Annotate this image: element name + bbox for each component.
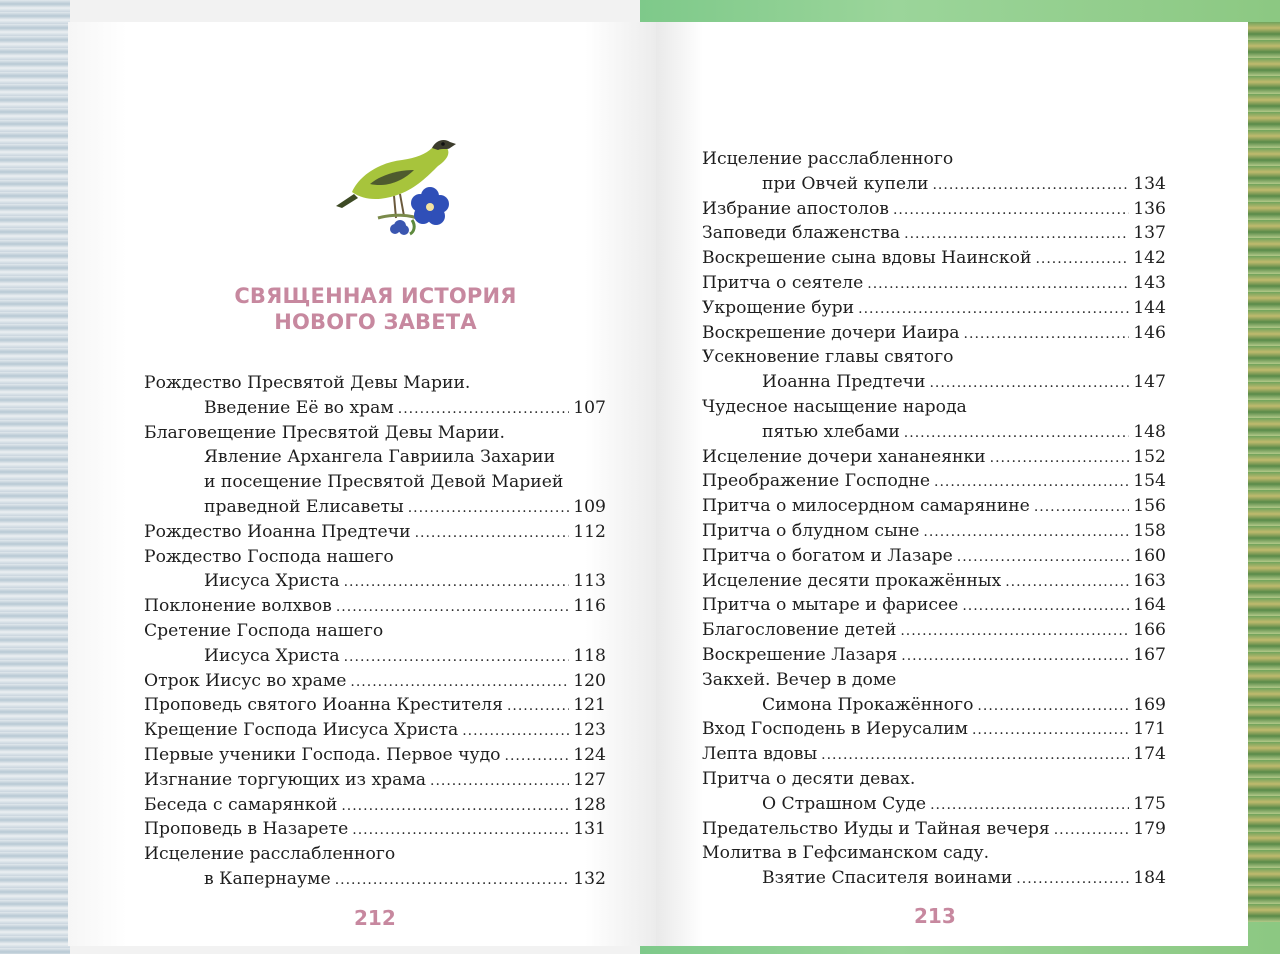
toc-entry-page: 107 xyxy=(573,397,606,418)
toc-dot-leader xyxy=(415,521,570,545)
toc-dot-leader xyxy=(900,619,1129,643)
toc-entry xyxy=(144,396,606,421)
bird-on-flower-illustration xyxy=(330,114,470,239)
toc-dot-leader xyxy=(867,272,1129,296)
toc-dot-leader xyxy=(904,222,1129,246)
toc-entry xyxy=(144,768,606,793)
toc-entry xyxy=(702,296,1166,321)
toc-entry-title: Притча о блудном сыне xyxy=(702,520,920,541)
toc-entry xyxy=(702,345,1166,370)
toc-entry-page: 154 xyxy=(1133,471,1166,492)
toc-entry-title: при Овчей купели xyxy=(762,173,929,194)
toc-entry xyxy=(702,717,1166,742)
toc-entry-title: Проповедь святого Иоанна Крестителя xyxy=(144,695,503,716)
toc-entry-title: Молитва в Гефсиманском саду. xyxy=(702,843,990,864)
toc-dot-leader xyxy=(1016,867,1129,891)
toc-dot-leader xyxy=(934,470,1129,494)
toc-entry xyxy=(144,817,606,842)
toc-entry-page: 137 xyxy=(1133,223,1166,244)
toc-entry-page: 124 xyxy=(573,744,606,765)
toc-entry-page: 164 xyxy=(1133,595,1166,616)
toc-dot-leader xyxy=(507,694,569,718)
toc-dot-leader xyxy=(957,545,1129,569)
toc-entry-page: 142 xyxy=(1133,248,1166,269)
toc-entry xyxy=(144,644,606,669)
toc-entry-title: Иисуса Христа xyxy=(204,645,340,666)
toc-dot-leader xyxy=(893,198,1129,222)
toc-entry-title: Притча о мытаре и фарисее xyxy=(702,595,959,616)
toc-entry xyxy=(144,545,606,570)
toc-entry xyxy=(702,420,1166,445)
toc-entry-page: 144 xyxy=(1133,297,1166,318)
toc-entry-page: 171 xyxy=(1133,719,1166,740)
toc-entry xyxy=(702,817,1166,842)
toc-entry-page: 132 xyxy=(573,868,606,889)
toc-entry xyxy=(144,371,606,396)
toc-dot-leader xyxy=(408,496,570,520)
toc-entry xyxy=(144,743,606,768)
toc-dot-leader xyxy=(977,694,1129,718)
toc-entry-page: 174 xyxy=(1133,744,1166,765)
right-page xyxy=(656,22,1248,946)
toc-entry xyxy=(702,445,1166,470)
toc-entry-title: Укрощение бури xyxy=(702,297,855,318)
toc-entry-page: 148 xyxy=(1133,421,1166,442)
toc-entry-title: Воскрешение сына вдовы Наинской xyxy=(702,248,1032,269)
toc-dot-leader xyxy=(962,594,1129,618)
toc-entry-page: 179 xyxy=(1133,818,1166,839)
toc-entry xyxy=(144,669,606,694)
toc-dot-leader xyxy=(350,670,569,694)
toc-entry-page: 167 xyxy=(1133,644,1166,665)
toc-entry-title: Рождество Господа нашего xyxy=(144,546,394,567)
toc-entry-title: Воскрешение Лазаря xyxy=(702,644,898,665)
toc-entry xyxy=(702,197,1166,222)
toc-entry xyxy=(702,147,1166,172)
toc-entry-page: 147 xyxy=(1133,372,1166,393)
toc-entry-title: Вход Господень в Иерусалим xyxy=(702,719,968,740)
toc-dot-leader xyxy=(990,446,1130,470)
toc-entry xyxy=(702,246,1166,271)
toc-dot-leader xyxy=(904,421,1129,445)
toc-entry-page: 146 xyxy=(1133,322,1166,343)
toc-entry-page: 113 xyxy=(573,571,606,592)
toc-entry xyxy=(144,842,606,867)
toc-entry-title: Рождество Иоанна Предтечи xyxy=(144,521,411,542)
toc-entry xyxy=(702,172,1166,197)
toc-entry-title: Лепта вдовы xyxy=(702,744,818,765)
toc-entry-title: Предательство Иуды и Тайная вечеря xyxy=(702,818,1050,839)
toc-entry-page: 184 xyxy=(1133,868,1166,889)
toc-entry-page: 143 xyxy=(1133,272,1166,293)
toc-entry-page: 169 xyxy=(1133,694,1166,715)
toc-dot-leader xyxy=(930,793,1129,817)
toc-entry xyxy=(144,445,606,470)
toc-entry-page: 118 xyxy=(573,645,606,666)
toc-entry-title: Явление Архангела Гавриила Захарии xyxy=(204,447,556,468)
toc-dot-leader xyxy=(972,718,1129,742)
toc-dot-leader xyxy=(352,818,569,842)
toc-entry-title: Исцеление расслабленного xyxy=(144,844,396,865)
toc-entry-title: Иоанна Предтечи xyxy=(762,372,926,393)
toc-entry-title: Преображение Господне xyxy=(702,471,931,492)
toc-dot-leader xyxy=(964,322,1130,346)
toc-dot-leader xyxy=(901,644,1129,668)
toc-entry-title: праведной Елисаветы xyxy=(204,496,404,517)
toc-entry-title: и посещение Пресвятой Девой Марией xyxy=(204,472,564,493)
toc-entry xyxy=(144,421,606,446)
toc-entry-page: 134 xyxy=(1133,173,1166,194)
toc-entry-page: 156 xyxy=(1133,496,1166,517)
toc-entry-title: Введение Её во храм xyxy=(204,397,394,418)
toc-entry xyxy=(702,792,1166,817)
section-title-line-1: СВЯЩЕННАЯ ИСТОРИЯ xyxy=(234,284,517,308)
toc-entry-title: Беседа с самарянкой xyxy=(144,794,338,815)
toc-dot-leader xyxy=(858,297,1129,321)
toc-entry xyxy=(702,593,1166,618)
toc-entry-title: Благословение детей xyxy=(702,620,897,641)
page-number-left: 212 xyxy=(354,906,396,930)
toc-entry xyxy=(702,643,1166,668)
toc-entry-title: Усекновение главы святого xyxy=(702,347,954,368)
toc-entry-title: Иисуса Христа xyxy=(204,571,340,592)
toc-entry-page: 166 xyxy=(1133,620,1166,641)
toc-entry xyxy=(144,718,606,743)
toc-entry-page: 123 xyxy=(573,720,606,741)
toc-entry xyxy=(702,569,1166,594)
toc-dot-leader xyxy=(335,868,570,892)
toc-entry-title: Закхей. Вечер в доме xyxy=(702,669,897,690)
toc-entry-title: Притча о сеятеле xyxy=(702,272,864,293)
toc-dot-leader xyxy=(430,769,569,793)
toc-entry xyxy=(144,793,606,818)
toc-entry-page: 128 xyxy=(573,794,606,815)
toc-entry-title: Исцеление дочери хананеянки xyxy=(702,446,986,467)
toc-entry-title: Притча о десяти девах. xyxy=(702,768,916,789)
toc-dot-leader xyxy=(1054,818,1129,842)
toc-entry-title: в Капернауме xyxy=(204,868,331,889)
toc-entry xyxy=(702,494,1166,519)
toc-dot-leader xyxy=(398,397,569,421)
left-page xyxy=(68,22,656,946)
toc-entry xyxy=(702,866,1166,891)
toc-entry-page: 116 xyxy=(573,596,606,617)
toc-entry-page: 152 xyxy=(1133,446,1166,467)
toc-entry-page: 112 xyxy=(573,521,606,542)
toc-entry-title: Избрание апостолов xyxy=(702,198,889,219)
toc-entry-page: 163 xyxy=(1133,570,1166,591)
toc-dot-leader xyxy=(344,570,570,594)
toc-entry-title: Первые ученики Господа. Первое чудо xyxy=(144,744,501,765)
toc-entry-title: Воскрешение дочери Иаира xyxy=(702,322,960,343)
toc-dot-leader xyxy=(929,371,1129,395)
cover-edge-art xyxy=(1246,22,1280,922)
toc-dot-leader xyxy=(505,744,570,768)
toc-dot-leader xyxy=(1035,247,1129,271)
toc-entry-title: Благовещение Пресвятой Девы Марии. xyxy=(144,422,505,443)
toc-entry xyxy=(702,693,1166,718)
toc-entry xyxy=(144,495,606,520)
toc-entry xyxy=(702,618,1166,643)
toc-dot-leader xyxy=(462,719,569,743)
book-edge-left xyxy=(0,0,70,954)
toc-entry xyxy=(144,594,606,619)
toc-entry xyxy=(702,321,1166,346)
toc-entry xyxy=(702,841,1166,866)
toc-entry-title: Чудесное насыщение народа xyxy=(702,396,967,417)
toc-entry xyxy=(702,395,1166,420)
toc-list-right xyxy=(702,147,1166,891)
toc-entry xyxy=(702,519,1166,544)
toc-entry-page: 160 xyxy=(1133,545,1166,566)
toc-entry xyxy=(702,271,1166,296)
toc-entry-title: Симона Прокажённого xyxy=(762,694,974,715)
toc-entry-page: 158 xyxy=(1133,520,1166,541)
toc-entry-title: Сретение Господа нашего xyxy=(144,620,384,641)
toc-entry-title: Взятие Спасителя воинами xyxy=(762,868,1013,889)
toc-entry-title: Поклонение волхвов xyxy=(144,596,332,617)
toc-entry-title: Рождество Пресвятой Девы Марии. xyxy=(144,373,471,393)
toc-entry xyxy=(702,767,1166,792)
toc-entry xyxy=(702,668,1166,693)
toc-entry-title: Отрок Иисус во храме xyxy=(144,670,347,691)
toc-entry-title: пятью хлебами xyxy=(762,421,900,442)
toc-dot-leader xyxy=(1005,570,1129,594)
toc-entry xyxy=(144,619,606,644)
toc-dot-leader xyxy=(344,645,570,669)
toc-entry xyxy=(702,469,1166,494)
toc-entry xyxy=(144,569,606,594)
toc-entry-page: 120 xyxy=(573,670,606,691)
toc-entry-title: Исцеление десяти прокажённых xyxy=(702,570,1002,591)
toc-dot-leader xyxy=(1034,495,1129,519)
toc-entry xyxy=(702,742,1166,767)
toc-entry-page: 136 xyxy=(1133,198,1166,219)
toc-entry-title: Проповедь в Назарете xyxy=(144,819,349,840)
toc-entry xyxy=(702,370,1166,395)
toc-entry xyxy=(702,544,1166,569)
section-title-line-2: НОВОГО ЗАВЕТА xyxy=(274,310,477,334)
toc-entry-title: Притча о богатом и Лазаре xyxy=(702,545,953,566)
toc-entry-page: 131 xyxy=(573,819,606,840)
toc-entry-title: Исцеление расслабленного xyxy=(702,149,954,169)
toc-entry-title: Заповеди блаженства xyxy=(702,223,901,244)
toc-dot-leader xyxy=(336,595,569,619)
toc-dot-leader xyxy=(821,743,1129,767)
toc-entry xyxy=(144,520,606,545)
toc-entry xyxy=(144,693,606,718)
toc-entry xyxy=(144,867,606,892)
toc-list-left xyxy=(144,371,606,892)
toc-entry-title: Изгнание торгующих из храма xyxy=(144,769,426,790)
toc-dot-leader xyxy=(341,794,569,818)
toc-entry-page: 109 xyxy=(573,496,606,517)
section-title xyxy=(148,283,603,335)
toc-entry-page: 175 xyxy=(1133,793,1166,814)
toc-entry xyxy=(702,221,1166,246)
toc-entry-title: О Страшном Суде xyxy=(762,793,927,814)
toc-dot-leader xyxy=(923,520,1129,544)
page-number-right: 213 xyxy=(914,904,956,928)
toc-entry-title: Крещение Господа Иисуса Христа xyxy=(144,720,459,741)
toc-entry-page: 121 xyxy=(573,695,606,716)
toc-entry xyxy=(144,470,606,495)
toc-entry-page: 127 xyxy=(573,769,606,790)
toc-dot-leader xyxy=(932,173,1129,197)
toc-entry-title: Притча о милосердном самарянине xyxy=(702,496,1030,517)
